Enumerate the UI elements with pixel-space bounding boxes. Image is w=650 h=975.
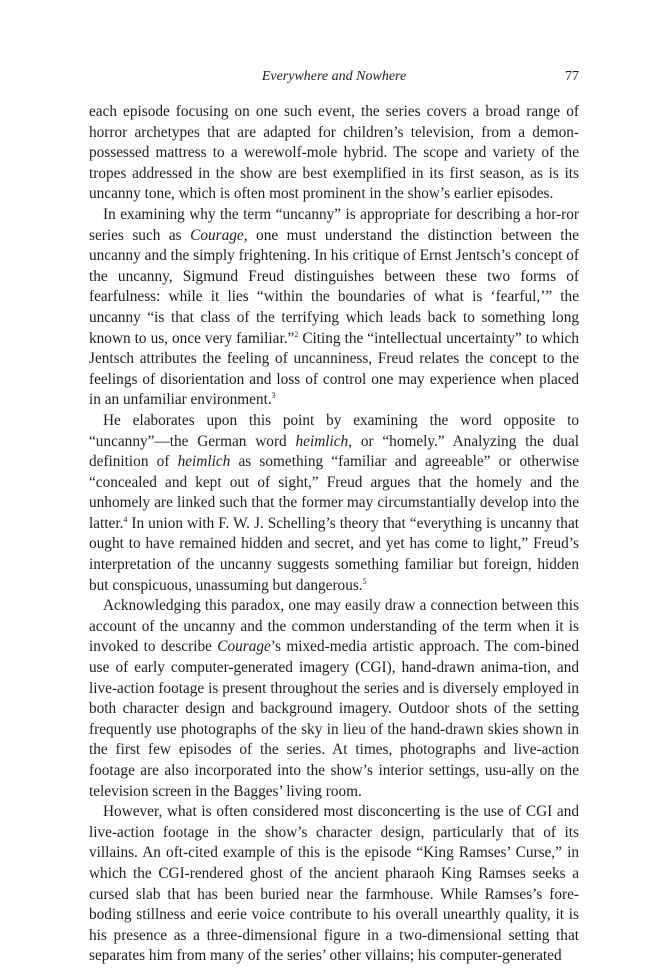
body-text — [89, 102, 579, 967]
paragraph-text: He elaborates upon this point by examining the word opposite to “uncanny”—the German word — [89, 411, 579, 450]
paragraph-text: ’s mixed-media artistic approach. The com-bined use of early computer-generated imagery (CGI), hand-drawn anima-tion, and live-action footage is present throughout the series and is diversely employed in both character design and background imagery. Outdoor shots of the setting frequently use photographs of the sky in lieu of the hand-drawn skies shown in the first few episodes of the series. At times, photographs and live-action footage are also incorporated into the show’s interior settings, usu-ally on the television screen in the Bagges’ living room. — [89, 638, 579, 800]
paragraph — [89, 411, 579, 596]
footnote-ref: 5 — [362, 576, 367, 586]
paragraph — [89, 596, 579, 802]
paragraph — [89, 802, 579, 967]
italic-text: heimlich — [295, 432, 349, 450]
footnote-ref: 3 — [271, 391, 276, 401]
paragraph — [89, 102, 579, 205]
paragraph-text: each episode focusing on one such event, the series covers a broad range of horror archetypes that are adapted for children’s television, from a demon-possessed mattress to a werewolf-mole hybrid. The scope and variety of the tropes addressed in the show are best exemplified in its first season, as is its uncanny tone, which is often most prominent in the show’s earlier episodes. — [89, 103, 579, 203]
footnote-ref: 2 — [294, 329, 299, 339]
paragraph-text: In examining why the term “uncanny” is appropriate for describing a hor-ror series such as — [89, 205, 579, 244]
paragraph-text: as something “familiar and agreeable” or otherwise “concealed and kept out of sight,” Freud argues that the homely and the unhomely are linked such that the former may circumstantially develop into the latter. — [89, 453, 579, 532]
paragraph — [89, 205, 579, 411]
page-number: 77 — [565, 69, 579, 84]
running-head — [89, 66, 579, 88]
italic-text: heimlich — [177, 453, 231, 471]
paragraph-text: , one must understand the distinction between the uncanny and the simply frightening. In his critique of Ernst Jentsch’s concept of the uncanny, Sigmund Freud distinguishes between these two forms of fearfulness: while it lies “within the boundaries of what is ‘fearful,’” the uncanny “is that class of the terrifying which leads back to something long known to us, once very familiar.” — [89, 226, 579, 347]
paragraph-text: , or “homely.” Analyzing the dual definition of — [89, 432, 579, 471]
paragraph-text: In union with F. W. J. Schelling’s theory that “everything is uncanny that ought to have remained hidden and secret, and yet has come to light,” Freud’s interpretation of the uncanny suggests something familiar but foreign, hidden but conspicuous, unassuming but dangerous. — [89, 514, 579, 594]
italic-text: Courage — [190, 226, 244, 244]
footnote-ref: 4 — [123, 514, 128, 524]
paragraph-text: However, what is often considered most disconcerting is the use of CGI and live-action footage in the show’s character design, particularly that of its villains. An oft-cited example of this is the episode “King Ramses’ Curse,” in which the CGI-rendered ghost of the ancient pharaoh King Ramses seeks a cursed slab that has been buried near the farmhouse. While Ramses’s fore-boding stillness and eerie voice contribute to his overall unearthly quality, it is his presence as a three-dimensional figure in a two-dimensional setting that separates him from many of the series’ other villains; his computer-generated — [89, 803, 579, 965]
running-title: Everywhere and Nowhere — [261, 69, 407, 84]
book-page — [89, 66, 579, 967]
paragraph-text: Citing the “intellectual uncertainty” to which Jentsch attributes the feeling of uncanniness, Freud relates the concept to the feelings of disorientation and loss of control one may experience when placed in an unfamiliar environment. — [89, 329, 579, 409]
italic-text: Courage — [217, 638, 271, 656]
paragraph-text: Acknowledging this paradox, one may easily draw a connection between this account of the uncanny and the common understanding of the term when it is invoked to describe — [89, 597, 579, 656]
